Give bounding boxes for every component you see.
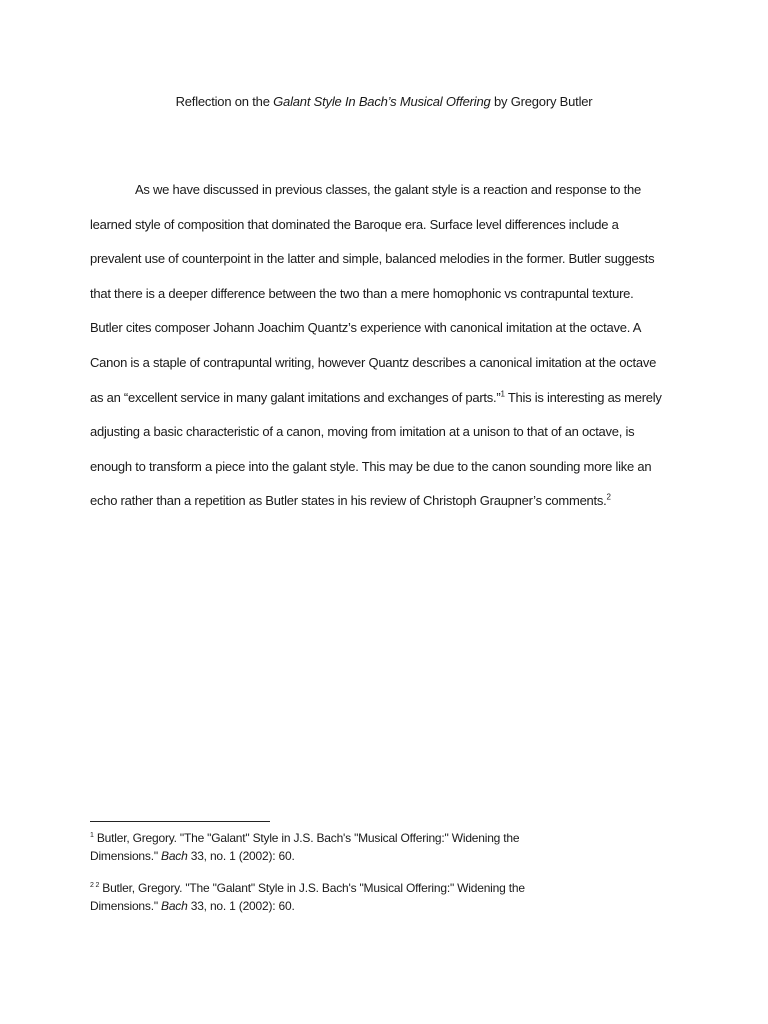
footnote-separator xyxy=(90,821,270,822)
title-prefix: Reflection on the xyxy=(175,94,274,109)
footnote-2 xyxy=(90,879,650,915)
footnote-text: 33, no. 1 (2002): 60. xyxy=(187,899,295,913)
paragraph-line: adjusting a basic characteristic of a canon, moving from imitation at a unison to that of an octave, is xyxy=(90,424,635,440)
footnote-journal: Bach xyxy=(161,849,188,863)
footnote-ref-2[interactable]: 2 xyxy=(606,493,611,503)
paragraph-line: As we have discussed in previous classes, the galant style is a reaction and response to the xyxy=(135,182,641,197)
document-title xyxy=(0,93,768,111)
footnote-text: Dimensions." xyxy=(90,849,162,863)
paragraph-line: Canon is a staple of contrapuntal writing, however Quantz describes a canonical imitation at the octave xyxy=(90,354,657,370)
footnote-journal: Bach xyxy=(161,899,188,913)
footnote-ref-1[interactable]: 1 xyxy=(500,389,505,399)
body-paragraph xyxy=(90,181,690,527)
title-italic-work: Galant Style In Bach’s Musical Offering xyxy=(273,94,491,109)
footnote-text: Butler, Gregory. "The "Galant" Style in J.S. Bach's "Musical Offering:" Widening the xyxy=(99,881,525,895)
paragraph-line-text: echo rather than a repetition as Butler states in his review of Christoph Graupner’s comments. xyxy=(90,493,607,509)
footnote-marker: 2 2 xyxy=(90,882,100,889)
paragraph-line xyxy=(90,492,690,527)
paragraph-line: enough to transform a piece into the galant style. This may be due to the canon sounding more like an xyxy=(90,458,652,474)
footnote-marker: 1 xyxy=(90,832,94,839)
footnote-text: Dimensions." xyxy=(90,899,162,913)
paragraph-line: Butler cites composer Johann Joachim Quantz’s experience with canonical imitation at the octave. A xyxy=(90,320,642,336)
paragraph-line-text: as an “excellent service in many galant imitations and exchanges of parts.” xyxy=(90,389,501,405)
footnote-1 xyxy=(90,829,650,865)
footnote-text: 33, no. 1 (2002): 60. xyxy=(187,849,295,863)
paragraph-line xyxy=(90,389,690,424)
title-suffix: by Gregory Butler xyxy=(490,94,593,109)
paragraph-line-text: This is interesting as merely xyxy=(504,389,662,405)
paragraph-line: that there is a deeper difference between the two than a mere homophonic vs contrapuntal texture. xyxy=(90,285,634,301)
paragraph-line: learned style of composition that dominated the Baroque era. Surface level differences include a xyxy=(90,216,619,232)
paragraph-line: prevalent use of counterpoint in the latter and simple, balanced melodies in the former. Butler suggests xyxy=(90,251,655,267)
footnote-text: Butler, Gregory. "The "Galant" Style in J.S. Bach's "Musical Offering:" Widening the xyxy=(93,831,520,845)
